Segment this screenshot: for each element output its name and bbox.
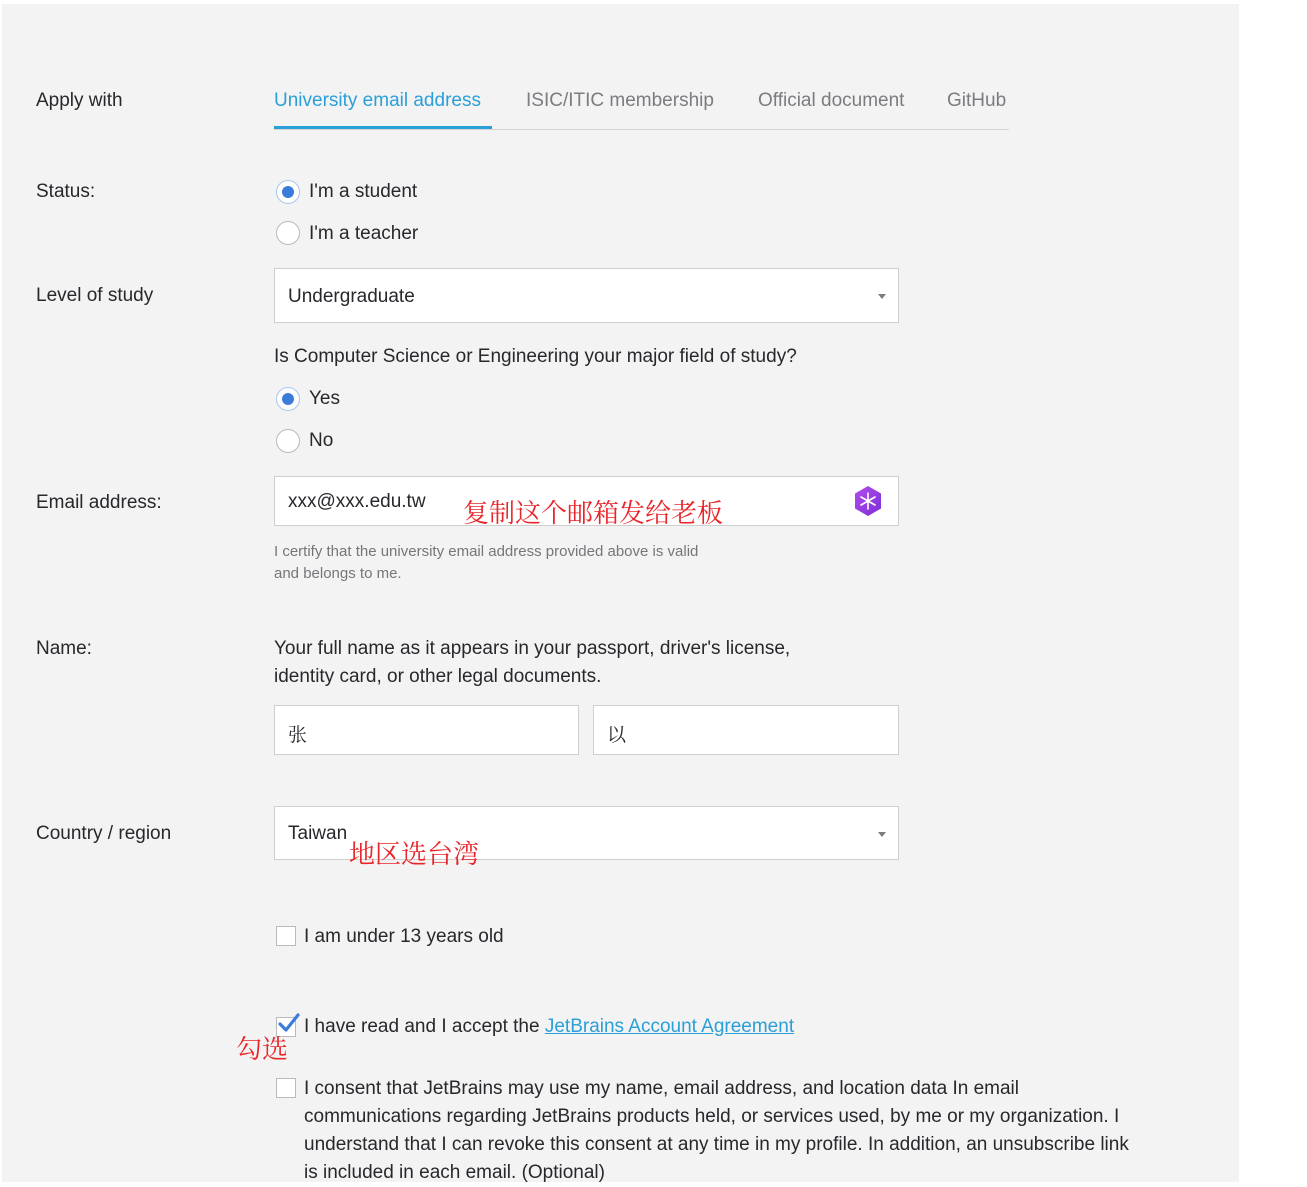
under-13-label[interactable]: I am under 13 years old: [304, 926, 504, 947]
name-description-line1: Your full name as it appears in your passport, driver's license,: [274, 638, 791, 659]
agreement-annotation: 勾选: [236, 1035, 289, 1065]
radio-major-yes[interactable]: [276, 387, 300, 411]
level-of-study-select[interactable]: [274, 268, 899, 323]
radio-teacher[interactable]: [276, 221, 300, 245]
level-of-study-value: Undergraduate: [288, 286, 415, 307]
radio-teacher-label[interactable]: I'm a teacher: [309, 223, 419, 244]
active-tab-indicator: [274, 126, 492, 129]
agreement-prefix: I have read and I accept the: [304, 1016, 545, 1037]
agreement-text: [304, 1016, 794, 1038]
jetbrains-account-agreement-link[interactable]: JetBrains Account Agreement: [544, 1016, 795, 1037]
tab-university-email[interactable]: University email address: [274, 90, 481, 111]
radio-major-no-label[interactable]: No: [309, 430, 334, 451]
radio-major-no[interactable]: [276, 429, 300, 453]
email-certify-note-line1: I certify that the university email address provided above is valid: [274, 543, 699, 560]
radio-student[interactable]: [276, 180, 300, 204]
name-description-line2: identity card, or other legal documents.: [274, 666, 602, 687]
country-value: Taiwan: [288, 823, 348, 844]
tab-isic-itic[interactable]: ISIC/ITIC membership: [526, 90, 714, 111]
consent-line3: understand that I can revoke this consent at any time in my profile. In addition, an unsubscribe link: [304, 1134, 1129, 1155]
apply-with-label: Apply with: [36, 90, 123, 111]
last-name-value: 以: [607, 725, 627, 746]
consent-checkbox[interactable]: [276, 1078, 296, 1098]
form-panel: [2, 4, 1239, 1182]
email-annotation: 复制这个邮箱发给老板: [463, 499, 724, 529]
consent-line1: I consent that JetBrains may use my name, email address, and location data In email: [304, 1078, 1019, 1099]
country-annotation: 地区选台湾: [349, 840, 480, 870]
last-name-field[interactable]: [593, 705, 899, 755]
level-of-study-label: Level of study: [36, 285, 154, 306]
consent-line4: is included in each email. (Optional): [304, 1162, 605, 1183]
caret-down-icon: [878, 294, 886, 299]
under-13-checkbox[interactable]: [276, 926, 296, 946]
name-label: Name:: [36, 638, 92, 659]
email-certify-note-line2: and belongs to me.: [274, 565, 402, 582]
first-name-value: 张: [288, 725, 308, 746]
email-label: Email address:: [36, 492, 162, 513]
caret-down-icon: [878, 832, 886, 837]
radio-student-label[interactable]: I'm a student: [309, 181, 418, 202]
snowflake-hexagon-icon[interactable]: [852, 485, 884, 517]
tab-github[interactable]: GitHub: [947, 90, 1007, 111]
email-value: xxx@xxx.edu.tw: [288, 491, 426, 512]
tab-official-document[interactable]: Official document: [758, 90, 905, 111]
major-question: Is Computer Science or Engineering your major field of study?: [274, 346, 797, 367]
first-name-field[interactable]: [274, 705, 579, 755]
consent-line2: communications regarding JetBrains products held, or services used, by me or my organization. I: [304, 1106, 1120, 1127]
country-label: Country / region: [36, 823, 172, 844]
tabs-divider: [274, 129, 1009, 130]
status-label: Status:: [36, 181, 96, 202]
radio-major-yes-label[interactable]: Yes: [309, 388, 340, 409]
